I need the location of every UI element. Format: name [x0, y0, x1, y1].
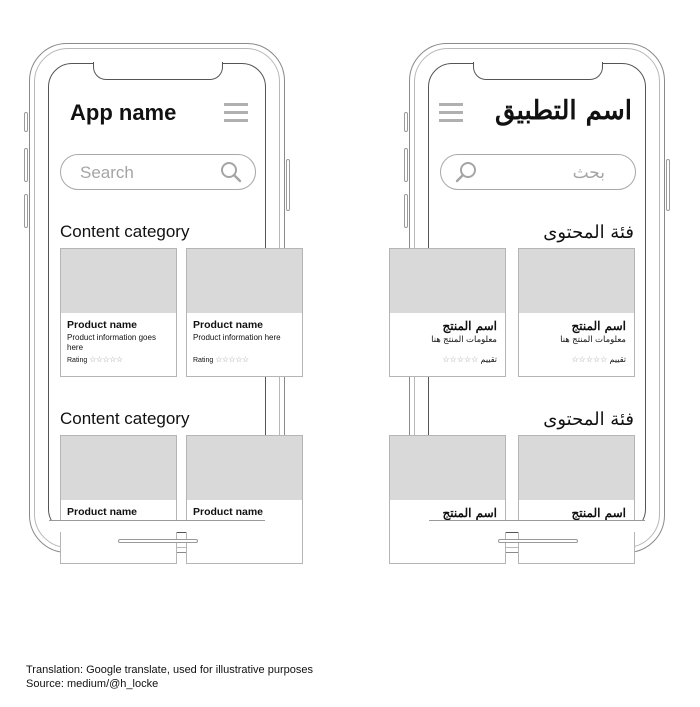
- search-placeholder: Search: [80, 163, 134, 182]
- phone-screen: [48, 63, 281, 533]
- product-info: Product information here: [193, 333, 281, 342]
- rating-label: Rating: [193, 357, 214, 364]
- notch: [473, 62, 603, 80]
- home-indicator: [498, 539, 578, 543]
- app-title: App name: [70, 100, 177, 125]
- mute-switch: [404, 112, 408, 132]
- product-name: اسم المنتج: [442, 319, 497, 333]
- volume-up-button: [24, 148, 28, 182]
- search-icon[interactable]: [455, 161, 477, 183]
- product-card[interactable]: [389, 248, 506, 377]
- search-icon[interactable]: [220, 161, 242, 183]
- phone-mockup-ltr: [29, 43, 285, 553]
- product-card[interactable]: [60, 435, 177, 564]
- product-card[interactable]: [186, 435, 303, 564]
- star-rating-icon[interactable]: ☆☆☆☆☆: [571, 355, 608, 364]
- star-rating-icon[interactable]: ☆☆☆☆☆: [442, 355, 479, 364]
- rating-label: تقييم: [480, 355, 497, 364]
- volume-up-button: [404, 148, 408, 182]
- product-name: اسم المنتج: [442, 506, 497, 520]
- product-info: معلومات المنتج هنا: [431, 334, 497, 344]
- product-image: [390, 249, 505, 313]
- source-caption: Source: medium/@h_locke: [26, 678, 159, 690]
- product-rating: [442, 355, 497, 364]
- product-card[interactable]: [518, 248, 635, 377]
- category-title: فئة المحتوى: [543, 409, 634, 430]
- product-image: [187, 249, 302, 313]
- phone-mockup-rtl: [409, 43, 665, 553]
- power-button: [666, 159, 670, 211]
- product-image: [61, 249, 176, 313]
- rating-label: تقييم: [609, 355, 626, 364]
- screen-bottom-edge: [49, 520, 265, 532]
- volume-down-button: [24, 194, 28, 228]
- volume-down-button: [404, 194, 408, 228]
- product-name: Product name: [67, 319, 138, 331]
- hamburger-menu-icon[interactable]: [439, 102, 463, 124]
- hamburger-menu-icon[interactable]: [224, 102, 248, 124]
- product-name: اسم المنتج: [571, 506, 626, 520]
- product-image: [519, 249, 634, 313]
- product-name: Product name: [193, 319, 264, 331]
- notch: [93, 62, 223, 80]
- product-card[interactable]: [186, 248, 303, 377]
- search-placeholder: بحث: [572, 163, 605, 182]
- rating-label: Rating: [67, 357, 88, 364]
- category-title: فئة المحتوى: [543, 222, 634, 243]
- category-title: Content category: [60, 409, 190, 428]
- product-card[interactable]: [389, 435, 506, 564]
- product-name: اسم المنتج: [571, 319, 626, 333]
- product-rating: [67, 355, 123, 364]
- product-name: Product name: [67, 506, 138, 518]
- home-indicator: [118, 539, 198, 543]
- product-rating: [193, 355, 249, 364]
- product-card[interactable]: [60, 248, 177, 377]
- mute-switch: [24, 112, 28, 132]
- category-title: Content category: [60, 222, 190, 241]
- product-rating: [571, 355, 626, 364]
- product-image: [61, 436, 176, 500]
- product-info: معلومات المنتج هنا: [560, 334, 626, 344]
- product-card[interactable]: [518, 435, 635, 564]
- product-image: [187, 436, 302, 500]
- product-info: Product information goes here: [67, 333, 156, 352]
- translation-caption: Translation: Google translate, used for illustrative purposes: [26, 664, 313, 676]
- star-rating-icon[interactable]: ☆☆☆☆☆: [89, 355, 123, 364]
- search-input[interactable]: [440, 154, 636, 190]
- screen-bottom-edge: [429, 520, 645, 532]
- star-rating-icon[interactable]: ☆☆☆☆☆: [215, 355, 249, 364]
- phone-screen: [428, 63, 646, 533]
- power-button: [286, 159, 290, 211]
- product-name: Product name: [193, 506, 264, 518]
- product-image: [390, 436, 505, 500]
- product-image: [519, 436, 634, 500]
- search-input[interactable]: [60, 154, 256, 190]
- app-title: اسم التطبيق: [494, 96, 632, 126]
